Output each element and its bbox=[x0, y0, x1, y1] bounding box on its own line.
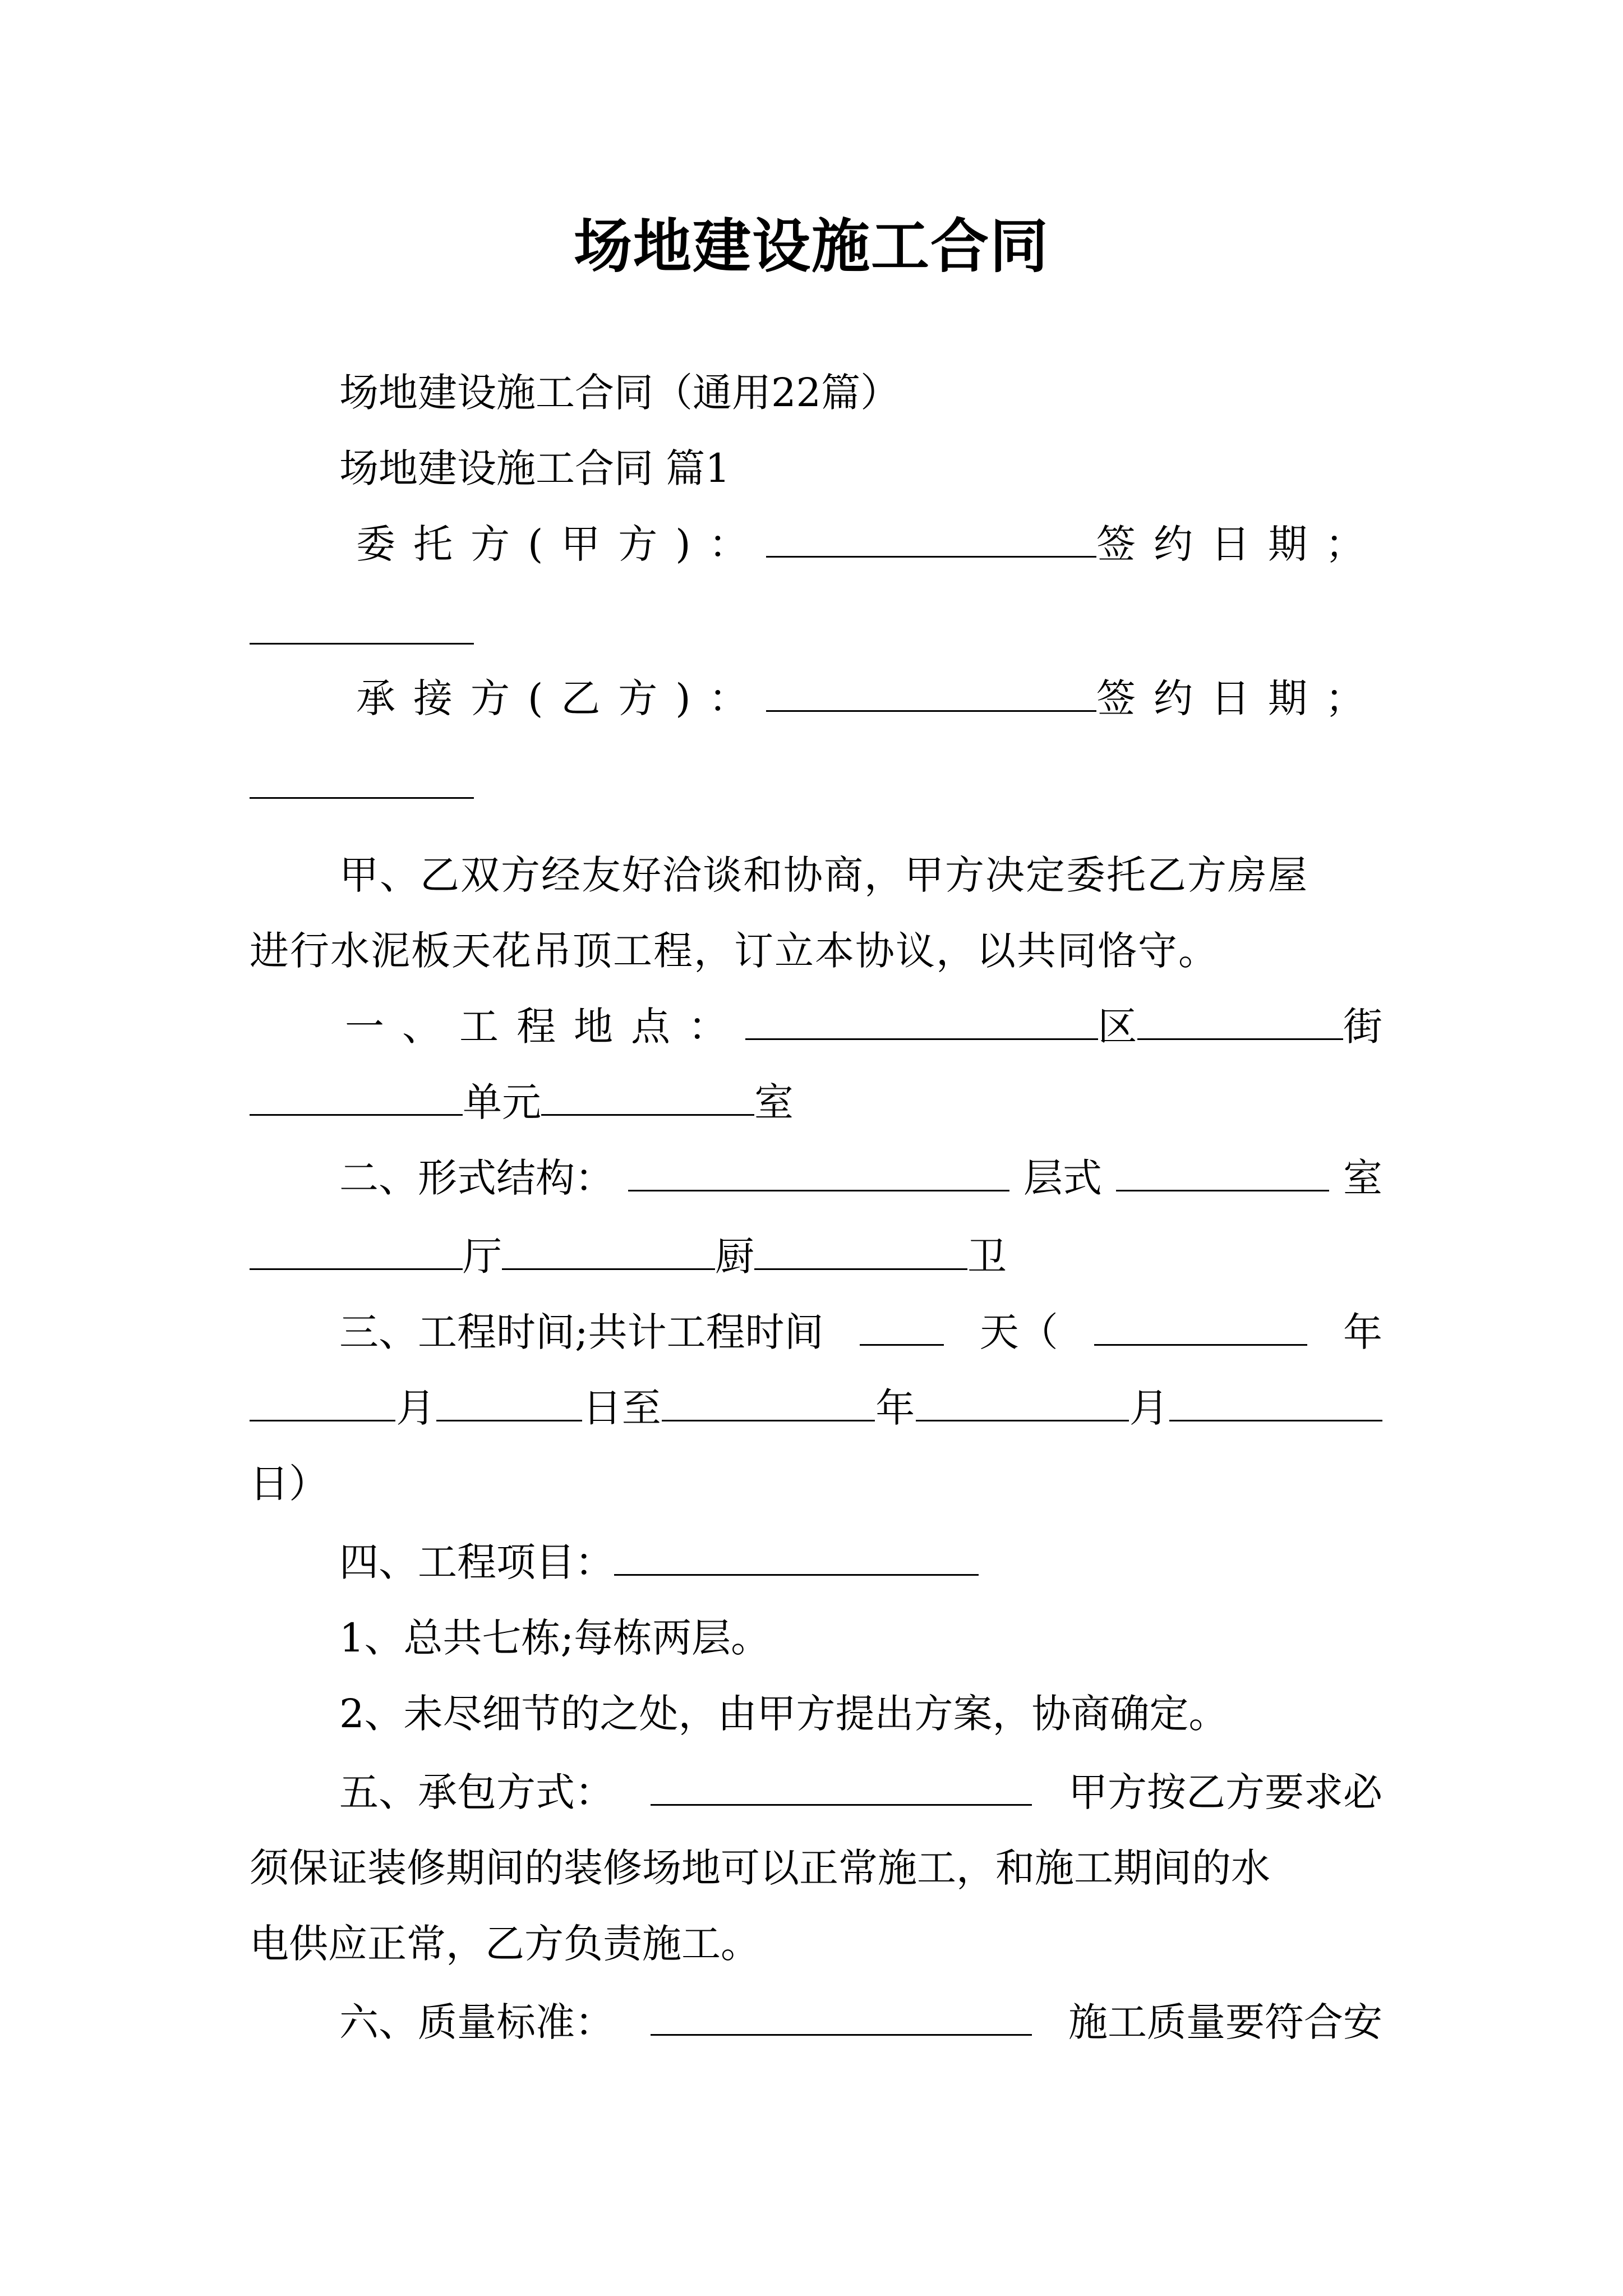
party-a-date-label: 签约日期； bbox=[1096, 521, 1382, 567]
end-month-blank bbox=[916, 1381, 1129, 1421]
party-b-date-blank bbox=[250, 758, 474, 799]
subtitle: 场地建设施工合同（通用22篇） bbox=[339, 370, 900, 416]
section-6-text: 施工质量要符合安 bbox=[1068, 1999, 1382, 2045]
intro-line-1: 甲、乙双方经友好洽谈和协商，甲方决定委托乙方房屋 bbox=[339, 852, 1308, 898]
structure-blank-2 bbox=[1116, 1151, 1329, 1191]
section-6-line bbox=[250, 1994, 1382, 2050]
start-day-blank bbox=[436, 1381, 582, 1421]
location-blank-2 bbox=[1137, 999, 1343, 1040]
section-3-end: 日） bbox=[250, 1461, 328, 1507]
floor-text: 层式 bbox=[1023, 1155, 1102, 1201]
year-text: 年 bbox=[1343, 1309, 1382, 1355]
chapter-heading: 场地建设施工合同 篇1 bbox=[339, 445, 730, 491]
party-a-line bbox=[250, 516, 1382, 572]
end-day-blank bbox=[1169, 1381, 1382, 1421]
party-a-blank bbox=[766, 517, 1096, 558]
hall-text: 厅 bbox=[463, 1234, 502, 1280]
section-1-line-2 bbox=[250, 1074, 1382, 1130]
section-2-line bbox=[250, 1150, 1382, 1206]
quality-blank bbox=[651, 1995, 1032, 2036]
section-3-line-2 bbox=[250, 1380, 1382, 1436]
street-text: 街 bbox=[1343, 1004, 1382, 1050]
unit-text: 单元 bbox=[463, 1079, 541, 1125]
section-5-text-1: 甲方按乙方要求必 bbox=[1068, 1769, 1382, 1815]
party-a-date-blank bbox=[250, 604, 474, 645]
party-a-label: 委托方(甲方)： bbox=[356, 521, 766, 567]
section-1-label: 一、工程地点： bbox=[345, 1004, 745, 1050]
room-count-text: 室 bbox=[1343, 1155, 1382, 1201]
section-3-label: 三、工程时间;共计工程时间 bbox=[339, 1309, 824, 1355]
structure-blank-4 bbox=[502, 1229, 715, 1270]
document-title: 场地建设施工合同 bbox=[573, 211, 1049, 280]
party-b-date-line bbox=[250, 757, 1382, 813]
section-5-text-3: 电供应正常，乙方负责施工。 bbox=[250, 1921, 760, 1967]
end-year-blank bbox=[662, 1381, 875, 1421]
section-1-line bbox=[250, 999, 1382, 1055]
location-blank-1 bbox=[745, 999, 1098, 1040]
section-4-item-1: 1、总共七栋;每栋两层。 bbox=[339, 1615, 771, 1661]
section-5-line bbox=[250, 1764, 1382, 1820]
section-4-item-2: 2、未尽细节的之处，由甲方提出方案，协商确定。 bbox=[339, 1691, 1228, 1737]
section-6-label: 六、质量标准： bbox=[339, 1999, 614, 2045]
section-5-text-2: 须保证装修期间的装修场地可以正常施工，和施工期间的水 bbox=[250, 1845, 1270, 1891]
party-a-date-line bbox=[250, 603, 1382, 659]
section-3-line bbox=[250, 1304, 1382, 1360]
month-text: 月 bbox=[396, 1385, 436, 1431]
location-blank-4 bbox=[541, 1075, 754, 1116]
start-year-blank bbox=[1094, 1305, 1307, 1346]
month2-text: 月 bbox=[1129, 1385, 1169, 1431]
days-blank bbox=[860, 1305, 944, 1346]
district-text: 区 bbox=[1098, 1004, 1137, 1050]
year2-text: 年 bbox=[875, 1385, 915, 1431]
section-2-line-2 bbox=[250, 1228, 1382, 1285]
party-b-label: 承接方(乙方)： bbox=[356, 675, 766, 721]
day-text: 天（ bbox=[979, 1309, 1058, 1355]
structure-blank-3 bbox=[250, 1229, 463, 1270]
party-b-line bbox=[250, 670, 1382, 726]
section-4-line bbox=[250, 1534, 1382, 1590]
structure-blank-1 bbox=[628, 1151, 1009, 1191]
section-2-label: 二、形式结构： bbox=[339, 1155, 614, 1201]
kitchen-text: 厨 bbox=[715, 1234, 754, 1280]
start-month-blank bbox=[250, 1381, 395, 1421]
party-b-blank bbox=[766, 671, 1096, 712]
bath-text: 卫 bbox=[967, 1234, 1007, 1280]
from-text: 日至 bbox=[582, 1385, 661, 1431]
structure-blank-5 bbox=[754, 1229, 967, 1270]
contract-mode-blank bbox=[651, 1765, 1032, 1806]
intro-line-2: 进行水泥板天花吊顶工程，订立本协议，以共同恪守。 bbox=[250, 928, 1219, 974]
party-b-date-label: 签约日期； bbox=[1096, 675, 1382, 721]
project-blank bbox=[614, 1535, 979, 1576]
room-text: 室 bbox=[754, 1079, 794, 1125]
location-blank-3 bbox=[250, 1075, 463, 1116]
section-4-label: 四、工程项目： bbox=[339, 1539, 614, 1585]
section-5-label: 五、承包方式： bbox=[339, 1769, 614, 1815]
